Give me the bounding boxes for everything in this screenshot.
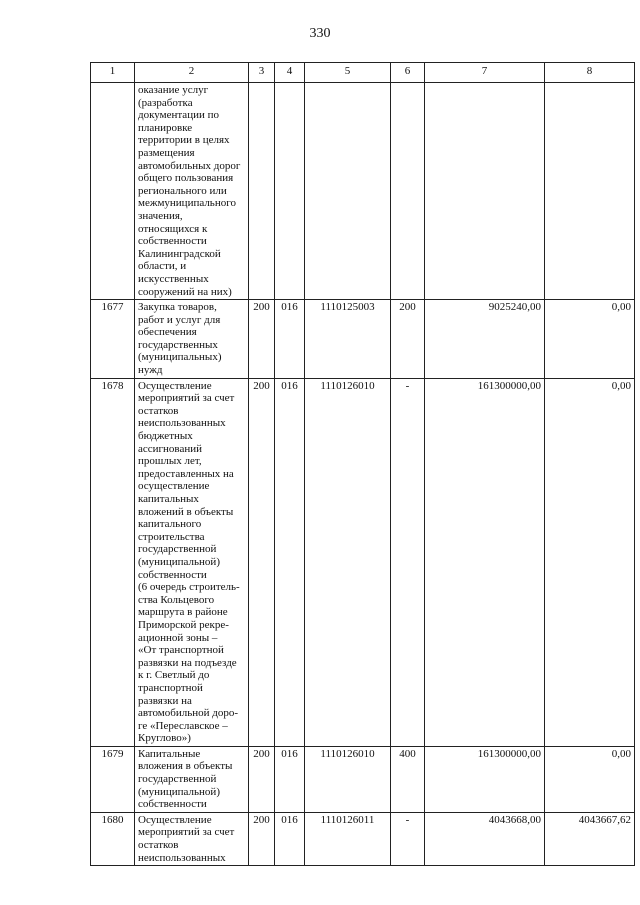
cell-col7: 4043668,00 — [425, 812, 545, 865]
page-number: 330 — [309, 26, 331, 41]
cell-col6: - — [391, 378, 425, 746]
table-row — [91, 378, 635, 746]
cell-col4: 016 — [275, 300, 305, 379]
cell-col5: 1110126010 — [305, 378, 391, 746]
cell-col7: 9025240,00 — [425, 300, 545, 379]
table-row — [91, 746, 635, 812]
cell-col6: 200 — [391, 300, 425, 379]
table-row — [91, 300, 635, 379]
cell-col6: 400 — [391, 746, 425, 812]
cell-col7 — [425, 83, 545, 300]
column-header: 7 — [425, 63, 545, 83]
column-header: 5 — [305, 63, 391, 83]
cell-col6: - — [391, 812, 425, 865]
table-row — [91, 812, 635, 865]
cell-col8: 0,00 — [545, 378, 635, 746]
table-header-row — [91, 63, 635, 83]
cell-col8 — [545, 83, 635, 300]
cell-col3 — [249, 83, 275, 300]
cell-col5: 1110126010 — [305, 746, 391, 812]
table-row — [91, 83, 635, 300]
cell-col3: 200 — [249, 812, 275, 865]
cell-col3: 200 — [249, 378, 275, 746]
column-header: 2 — [135, 63, 249, 83]
column-header: 8 — [545, 63, 635, 83]
row-number: 1679 — [91, 746, 135, 812]
cell-col8: 4043667,62 — [545, 812, 635, 865]
cell-col7: 161300000,00 — [425, 746, 545, 812]
cell-col8: 0,00 — [545, 300, 635, 379]
cell-col4: 016 — [275, 812, 305, 865]
cell-col4: 016 — [275, 378, 305, 746]
cell-col5: 1110126011 — [305, 812, 391, 865]
row-description: Капитальные вложения в объекты государственной (муниципальной) собственности — [135, 746, 249, 812]
budget-table — [90, 62, 635, 866]
row-description: Осуществление мероприятий за счет остатков неиспользованных бюджетных ассигнований прошлых лет, предоставленных на осуществление капитальных вложений в объекты капитального строительства государственной (муниципальной) собственности (6 очередь строитель- ства Кольцевого маршрута в районе Приморской рекре- ационной зоны – «От транспортной развязки на подъезде к г. Светлый до транспортной развязки на автомобильной доро- ге «Переславское – Круглово») — [135, 378, 249, 746]
column-header: 6 — [391, 63, 425, 83]
cell-col5 — [305, 83, 391, 300]
cell-col3: 200 — [249, 746, 275, 812]
row-number — [91, 83, 135, 300]
row-description: оказание услуг (разработка документации по планировке территории в целях размещения автомобильных дорог общего пользования регионального или межмуниципального значения, относящихся к собственности Калининградской области, и искусственных сооружений на них) — [135, 83, 249, 300]
row-description: Закупка товаров, работ и услуг для обеспечения государственных (муниципальных) нужд — [135, 300, 249, 379]
cell-col3: 200 — [249, 300, 275, 379]
row-description: Осуществление мероприятий за счет остатков неиспользованных — [135, 812, 249, 865]
cell-col4 — [275, 83, 305, 300]
cell-col8: 0,00 — [545, 746, 635, 812]
cell-col4: 016 — [275, 746, 305, 812]
row-number: 1677 — [91, 300, 135, 379]
column-header: 3 — [249, 63, 275, 83]
cell-col5: 1110125003 — [305, 300, 391, 379]
cell-col6 — [391, 83, 425, 300]
row-number: 1678 — [91, 378, 135, 746]
row-number: 1680 — [91, 812, 135, 865]
cell-col7: 161300000,00 — [425, 378, 545, 746]
column-header: 4 — [275, 63, 305, 83]
column-header: 1 — [91, 63, 135, 83]
